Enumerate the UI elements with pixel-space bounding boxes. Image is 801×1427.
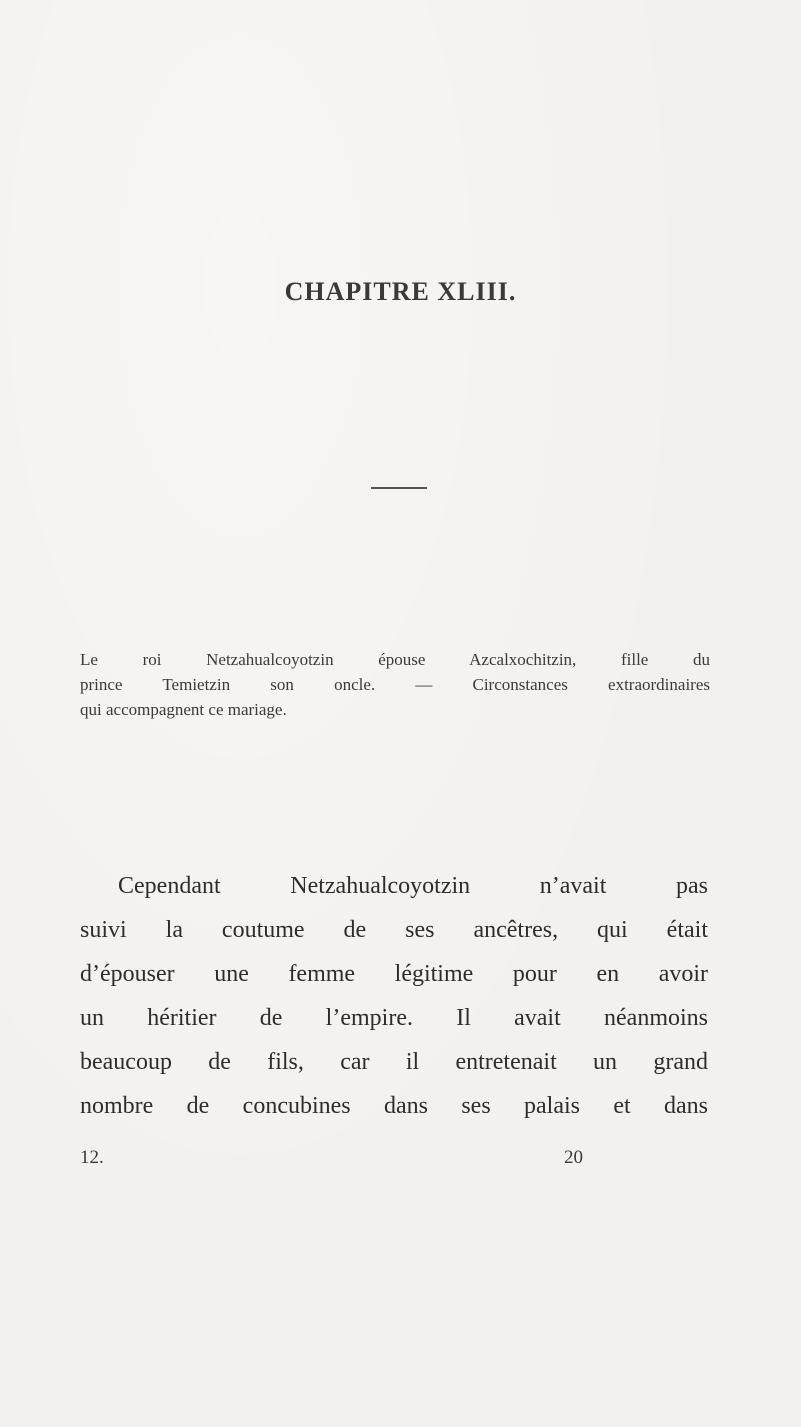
section-divider: [371, 487, 427, 489]
body-paragraph: [80, 864, 708, 1128]
body-line: suivi la coutume de ses ancêtres, qui était: [80, 917, 708, 943]
body-line: Cependant Netzahualcoyotzin n’avait pas: [118, 873, 708, 899]
summary-line: Le roi Netzahualcoyotzin épouse Azcalxochitzin, fille du: [80, 650, 710, 669]
printer-signature: 12.: [80, 1147, 104, 1168]
summary-line: prince Temietzin son oncle. — Circonstances extraordinaires: [80, 675, 710, 694]
chapter-summary: [80, 647, 710, 722]
sheet-number: 20: [564, 1147, 583, 1168]
body-line: d’épouser une femme légitime pour en avoir: [80, 961, 708, 987]
body-line: un héritier de l’empire. Il avait néanmoins: [80, 1005, 708, 1031]
summary-line: qui accompagnent ce mariage.: [80, 700, 287, 719]
body-line: nombre de concubines dans ses palais et dans: [80, 1093, 708, 1119]
body-line: beaucoup de fils, car il entretenait un grand: [80, 1049, 708, 1075]
chapter-title: CHAPITRE XLIII.: [284, 277, 517, 306]
